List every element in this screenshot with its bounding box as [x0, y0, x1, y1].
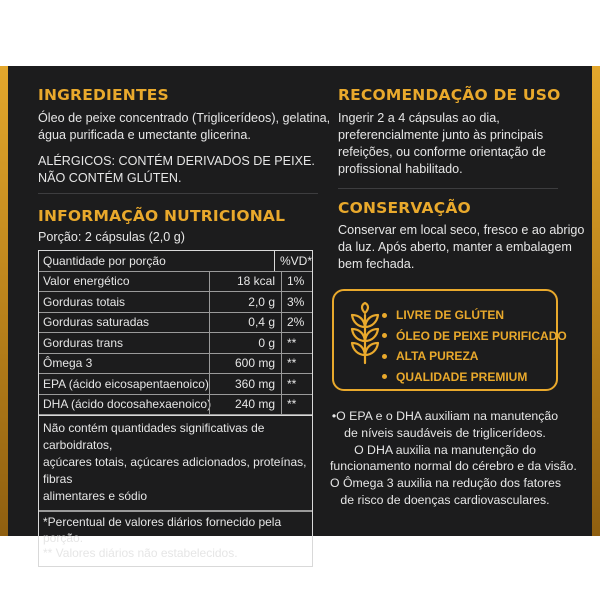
usage-text	[338, 110, 546, 178]
wheat-icon	[344, 305, 386, 365]
usage-line: refeições, ou conforme orientação de	[338, 145, 546, 159]
note-line: Não contém quantidades significativas de carboidratos,	[43, 421, 265, 452]
nutrition-table	[38, 250, 313, 567]
footnote-line: *Percentual de valores diários fornecido pela porção.	[43, 515, 282, 545]
nutrient-vd: **	[281, 354, 312, 374]
nutrient-amount: 2,0 g	[209, 292, 281, 312]
nutrient-amount: 240 mg	[209, 395, 281, 415]
table-row	[39, 313, 312, 334]
storage-line: bem fechada.	[338, 257, 415, 271]
header-vd: %VD*	[274, 251, 312, 271]
table-notes	[39, 415, 312, 511]
nutrient-name: Valor energético	[43, 274, 130, 289]
benefit-label: LIVRE DE GLÚTEN	[396, 308, 505, 323]
benefit-item	[382, 305, 567, 326]
benefit-label: ALTA PUREZA	[396, 349, 479, 364]
footnote-line: ** Valores diários não estabelecidos.	[43, 546, 238, 560]
storage-line: Conservar em local seco, fresco e ao abrigo	[338, 223, 585, 237]
gold-edge-right	[592, 66, 600, 536]
benefits-box	[332, 289, 567, 391]
note-line: alimentares e sódio	[43, 489, 148, 503]
nutrient-amount: 0,4 g	[209, 313, 281, 333]
section-divider	[38, 193, 318, 194]
table-footnotes	[39, 511, 312, 566]
allergen-text	[38, 153, 315, 187]
table-row	[39, 374, 312, 395]
claim-line: funcionamento normal do cérebro e da visão.	[330, 459, 577, 474]
omega-claims	[330, 408, 577, 509]
nutrient-vd: 2%	[281, 313, 312, 333]
nutrient-name: DHA (ácido docosahexaenoico)	[43, 397, 212, 412]
table-row	[39, 272, 312, 293]
benefit-item	[382, 346, 567, 367]
nutrient-name: Gorduras saturadas	[43, 315, 150, 330]
nutrient-amount: 18 kcal	[209, 272, 281, 292]
storage-title: CONSERVAÇÃO	[338, 199, 471, 217]
table-row	[39, 333, 312, 354]
claim-line: O Ômega 3 auxilia na redução dos fatores	[330, 476, 562, 491]
bullet-icon	[382, 354, 387, 359]
nutrient-vd: **	[281, 395, 312, 415]
usage-line: profissional habilitado.	[338, 162, 463, 176]
bullet-icon	[382, 313, 387, 318]
nutrient-amount: 0 g	[209, 333, 281, 353]
benefit-label: QUALIDADE PREMIUM	[396, 369, 528, 384]
benefits-list	[382, 305, 567, 387]
claim-line: de níveis saudáveis de triglicerídeos.	[344, 425, 546, 440]
table-row	[39, 354, 312, 375]
portion-text: Porção: 2 cápsulas (2,0 g)	[38, 230, 186, 244]
gold-edge-left	[0, 66, 8, 536]
bullet-icon	[382, 374, 387, 379]
usage-title: RECOMENDAÇÃO DE USO	[338, 86, 561, 104]
benefit-item	[382, 326, 567, 347]
nutrient-amount: 600 mg	[209, 354, 281, 374]
claim-line: •O EPA e o DHA auxiliam na manutenção	[331, 409, 559, 423]
ingredients-title: INGREDIENTES	[38, 86, 169, 104]
ingredients-line: Óleo de peixe concentrado (Triglicerídeos), gelatina,	[38, 111, 331, 125]
benefit-item	[382, 367, 567, 388]
bullet-icon	[382, 333, 387, 338]
table-row	[39, 292, 312, 313]
nutrient-name: Gorduras totais	[43, 294, 126, 309]
header-label: Quantidade por porção	[43, 253, 166, 268]
storage-line: da luz. Após aberto, manter a embalagem	[338, 240, 572, 254]
table-row	[39, 395, 312, 416]
section-divider	[338, 188, 558, 189]
ingredients-line: água purificada e umectante glicerina.	[38, 128, 251, 142]
usage-line: Ingerir 2 a 4 cápsulas ao dia,	[338, 111, 500, 125]
nutrient-vd: 3%	[281, 292, 312, 312]
nutrient-name: Ômega 3	[43, 356, 93, 371]
nutrient-vd: 1%	[281, 272, 312, 292]
table-header-row	[39, 251, 312, 272]
usage-line: preferencialmente junto às principais	[338, 128, 544, 142]
nutrient-amount: 360 mg	[209, 374, 281, 394]
label-panel	[0, 66, 600, 560]
allergen-line: NÃO CONTÉM GLÚTEN.	[38, 171, 182, 185]
claim-line: O DHA auxilia na manutenção do	[354, 442, 536, 457]
nutrient-name: EPA (ácido eicosapentaenoico)	[43, 376, 209, 391]
note-line: açúcares totais, açúcares adicionados, proteínas, fibras	[43, 455, 307, 486]
claim-line: de risco de doenças cardiovasculares.	[340, 492, 550, 507]
nutrient-vd: **	[281, 374, 312, 394]
nutrient-name: Gorduras trans	[43, 335, 124, 350]
nutrient-vd: **	[281, 333, 312, 353]
benefit-label: ÓLEO DE PEIXE PURIFICADO	[396, 328, 567, 343]
allergen-line: ALÉRGICOS: CONTÉM DERIVADOS DE PEIXE.	[38, 154, 315, 168]
nutrition-title: INFORMAÇÃO NUTRICIONAL	[38, 207, 286, 225]
ingredients-text	[38, 110, 330, 144]
storage-text	[338, 222, 584, 273]
